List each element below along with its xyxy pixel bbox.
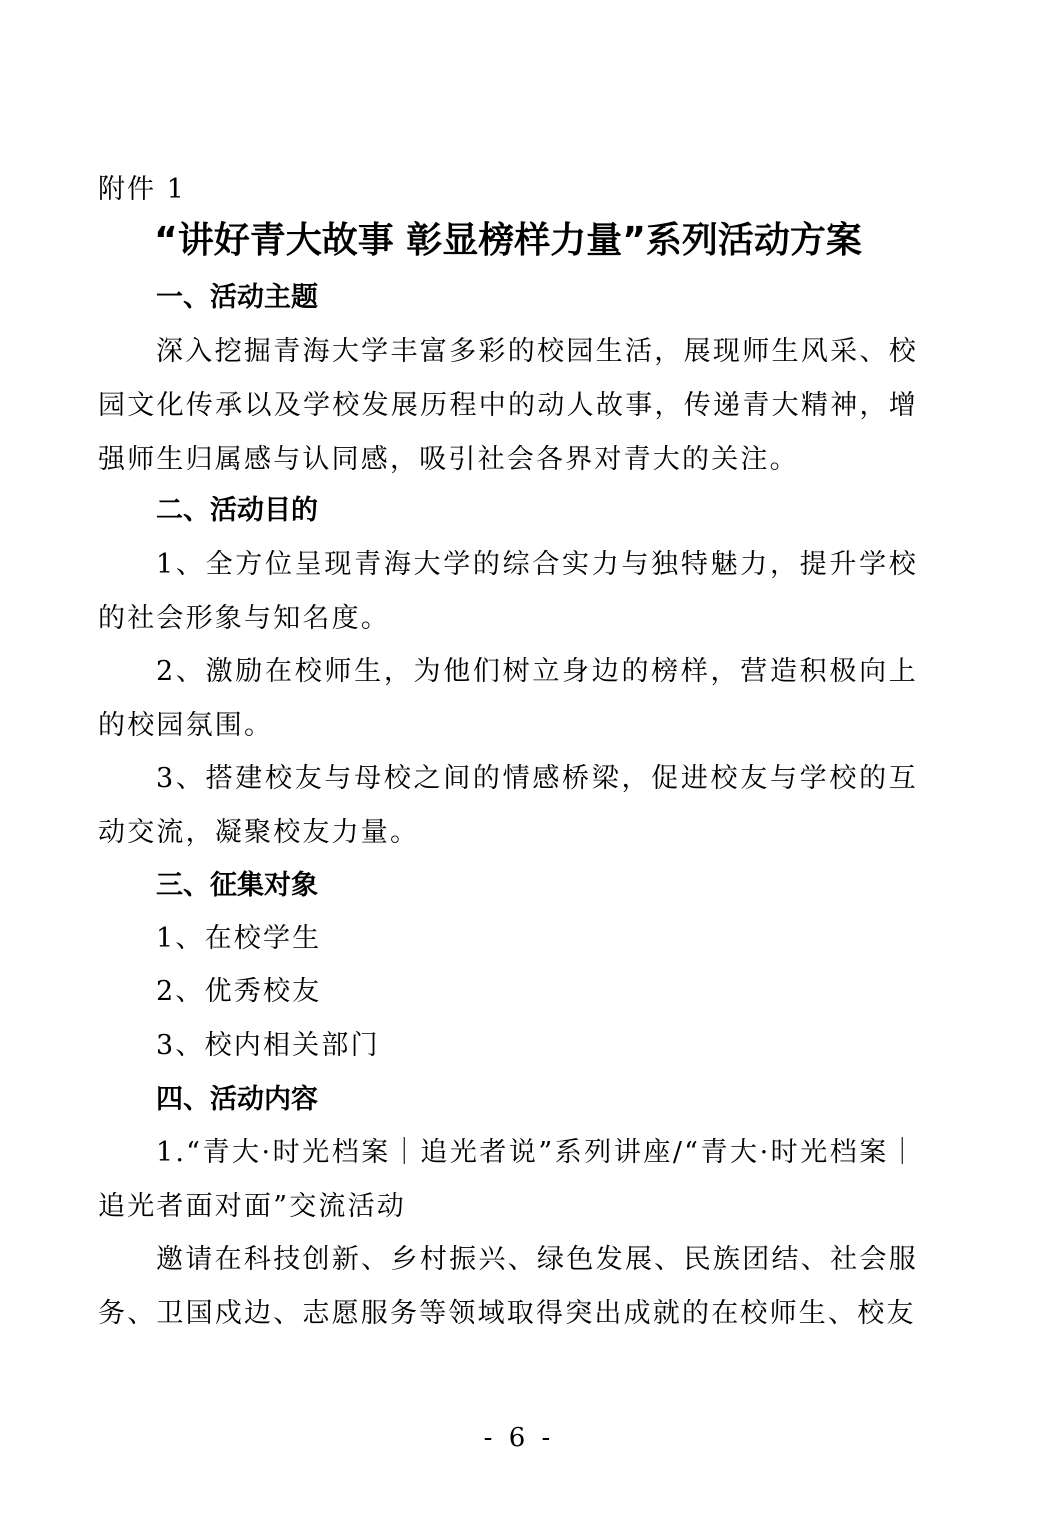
section-heading-targets: 三、征集对象 <box>156 870 318 901</box>
purpose-paragraph-1: 1、全方位呈现青海大学的综合实力与独特魅力，提升学校的社会形象与知名度。 <box>98 549 918 634</box>
theme-paragraph: 深入挖掘青海大学丰富多彩的校园生活，展现师生风采、校园文化传承以及学校发展历程中的动人故事，传递青大精神，增强师生归属感与认同感，吸引社会各界对青大的关注。 <box>98 336 918 475</box>
purpose-paragraph-3: 3、搭建校友与母校之间的情感桥梁，促进校友与学校的互动交流，凝聚校友力量。 <box>98 763 918 848</box>
page-number: - 6 - <box>483 1423 555 1453</box>
target-item-alumni: 2、优秀校友 <box>156 976 322 1007</box>
target-item-departments: 3、校内相关部门 <box>156 1030 380 1061</box>
section-heading-theme: 一、活动主题 <box>156 282 318 313</box>
content-paragraph-2: 邀请在科技创新、乡村振兴、绿色发展、民族团结、社会服务、卫国戍边、志愿服务等领域取得突出成就的在校师生、校友 <box>98 1244 918 1329</box>
document-title: “讲好青大故事 彰显榜样力量”系列活动方案 <box>154 220 862 261</box>
purpose-paragraph-2: 2、激励在校师生，为他们树立身边的榜样，营造积极向上的校园氛围。 <box>98 656 918 741</box>
attachment-label: 附件 1 <box>98 174 186 205</box>
section-heading-purpose: 二、活动目的 <box>156 495 318 526</box>
target-item-students: 1、在校学生 <box>156 923 322 954</box>
content-paragraph-1: 1.“青大·时光档案｜追光者说”系列讲座/“青大·时光档案｜追光者面对面”交流活动 <box>98 1137 918 1222</box>
section-heading-content: 四、活动内容 <box>156 1084 318 1115</box>
